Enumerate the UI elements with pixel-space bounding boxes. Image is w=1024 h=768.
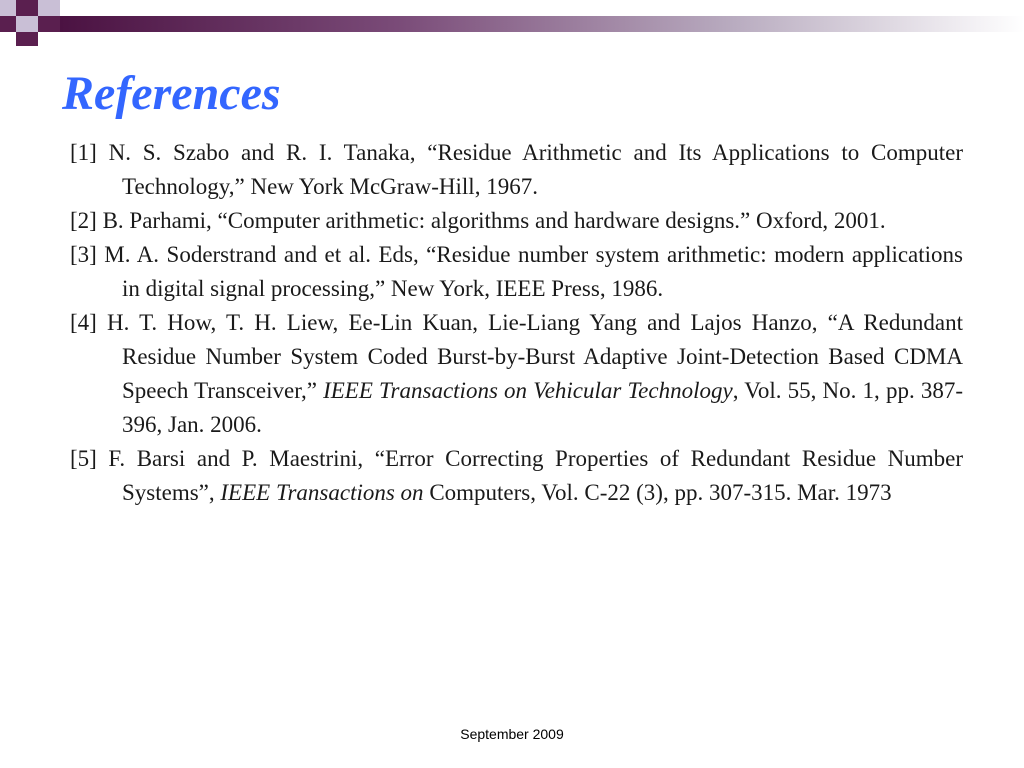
reference-list xyxy=(70,136,963,510)
header-square xyxy=(16,16,38,32)
reference-text: Computers, Vol. C-22 (3), pp. 307-315. Mar. 1973 xyxy=(423,480,892,505)
header-square xyxy=(0,0,16,16)
header-square xyxy=(0,16,16,32)
journal-name: IEEE Transactions on Vehicular Technology xyxy=(323,378,733,403)
header-square xyxy=(16,0,38,16)
reference-text: [3] M. A. Soderstrand and et al. Eds, “Residue number system arithmetic: modern applications in digital signal processing,” New York, IEEE Press, 1986. xyxy=(70,242,963,301)
reference-text: [2] B. Parhami, “Computer arithmetic: algorithms and hardware designs.” Oxford, 2001. xyxy=(70,208,886,233)
slide-title: References xyxy=(62,67,281,120)
reference-item xyxy=(70,238,963,306)
reference-item xyxy=(70,306,963,442)
header-square xyxy=(38,0,60,16)
journal-name: IEEE Transactions on xyxy=(220,480,424,505)
reference-item xyxy=(70,136,963,204)
header-gradient-bar xyxy=(60,16,1024,32)
reference-text: [5] F. Barsi and P. Maestrini, “Error Correcting Properties of Redundant Residue Number Systems”, xyxy=(70,446,963,505)
reference-text: , Vol. 55, No. 1, pp. 387-396, Jan. 2006. xyxy=(122,378,963,437)
reference-item xyxy=(70,204,963,238)
reference-text: [1] N. S. Szabo and R. I. Tanaka, “Residue Arithmetic and Its Applications to Computer Technology,” New York McGraw-Hill, 1967. xyxy=(70,140,963,199)
reference-item xyxy=(70,442,963,510)
header-square xyxy=(38,16,60,32)
header-square xyxy=(16,32,38,46)
reference-text: [4] H. T. How, T. H. Liew, Ee-Lin Kuan, Lie-Liang Yang and Lajos Hanzo, “A Redundant Residue Number System Coded Burst-by-Burst Adaptive Joint-Detection Based CDMA Speech Transceiver,” xyxy=(70,310,963,403)
slide-footer-date: September 2009 xyxy=(460,726,564,742)
